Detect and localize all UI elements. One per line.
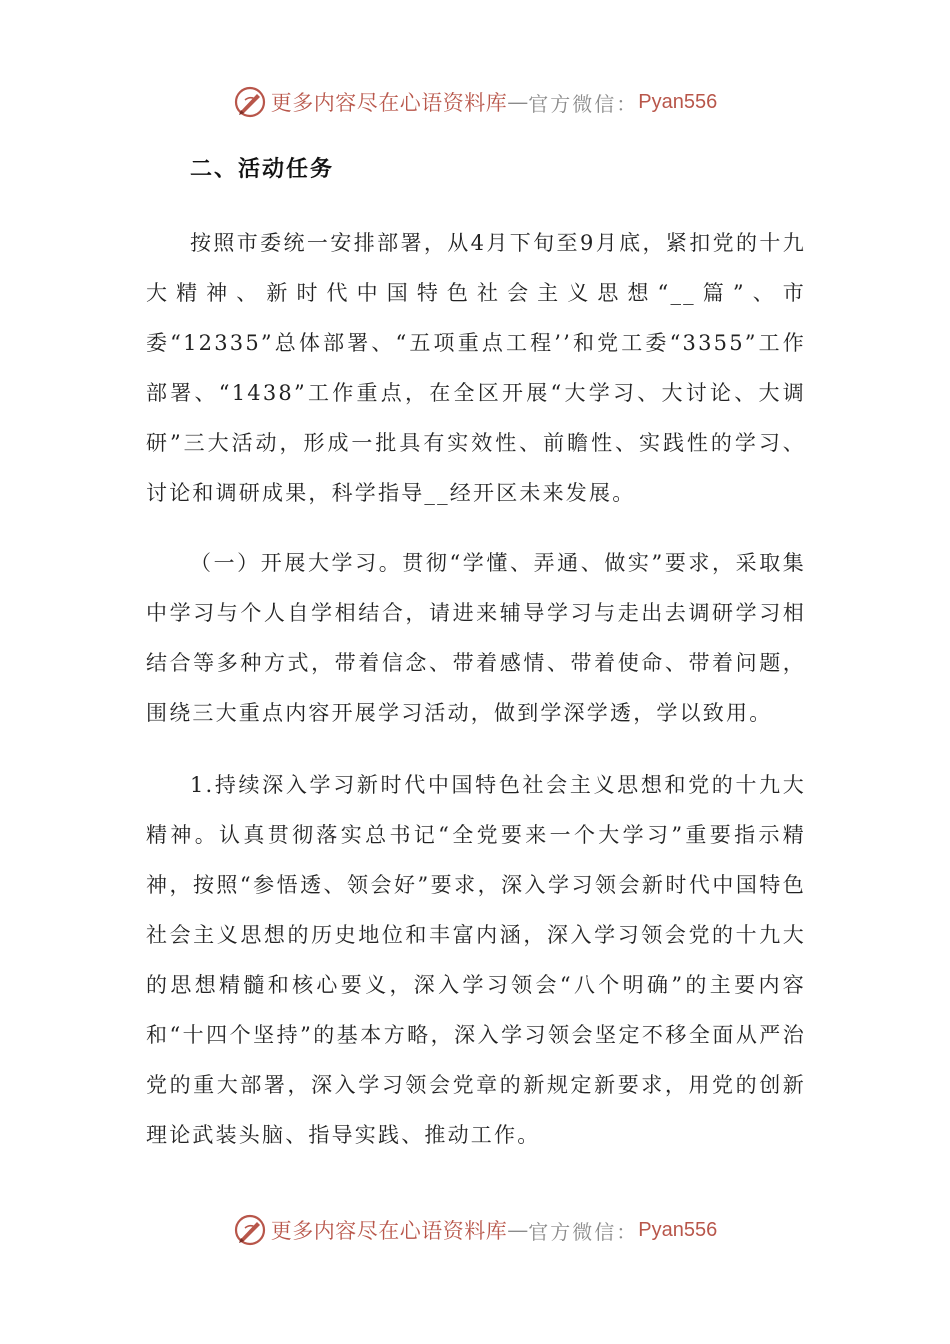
- pen-logo-icon: [233, 1213, 267, 1247]
- watermark-wechat-id: Pyan556: [638, 90, 718, 113]
- watermark-wechat-id: Pyan556: [638, 1218, 718, 1241]
- watermark-separator: —: [507, 1218, 529, 1242]
- paragraph-item-1: 1.持续深入学习新时代中国特色社会主义思想和党的十九大精神。认真贯彻落实总书记“全党要来一个大学习”重要指示精神，按照“参悟透、领会好”要求，深入学习领会新时代中国特色社会主义思想的历史地位和丰富内涵，深入学习领会党的十九大的思想精髓和核心要义，深入学习领会“八个明确”的主要内容和“十四个坚持”的基本方略，深入学习领会坚定不移全面从严治党的重大部署，深入学习领会党章的新规定新要求，用党的创新理论武装头脑、指导实践、推动工作。: [146, 773, 806, 1147]
- section-heading: 二、活动任务: [190, 157, 335, 182]
- paragraph-overview: 按照市委统一安排部署，从4月下旬至9月底，紧扣党的十九大精神、新时代中国特色社会主义思想“__篇”、市委“12335”总体部署、“五项重点工程’’和党工委“3355”工作部署、“1438”工作重点，在全区开展“大学习、大讨论、大调研”三大活动，形成一批具有实效性、前瞻性、实践性的学习、讨论和调研成果，科学指导__经开区未来发展。: [146, 231, 806, 505]
- paragraph-big-study: （一）开展大学习。贯彻“学懂、弄通、做实”要求，采取集中学习与个人自学相结合，请进来辅导学习与走出去调研学习相结合等多种方式，带着信念、带着感情、带着使命、带着问题，围绕三大重点内容开展学习活动，做到学深学透，学以致用。: [146, 551, 806, 725]
- watermark-brand-text: 更多内容尽在心语资料库: [270, 91, 508, 115]
- watermark-banner-bottom: [0, 1210, 950, 1250]
- watermark-wechat-label: 官方微信：: [528, 1219, 639, 1244]
- watermark-wechat-label: 官方微信：: [528, 91, 639, 116]
- watermark-brand-text: 更多内容尽在心语资料库: [270, 1219, 508, 1243]
- pen-logo-icon: [233, 85, 267, 119]
- watermark-separator: —: [507, 90, 529, 114]
- watermark-banner-top: [0, 82, 950, 122]
